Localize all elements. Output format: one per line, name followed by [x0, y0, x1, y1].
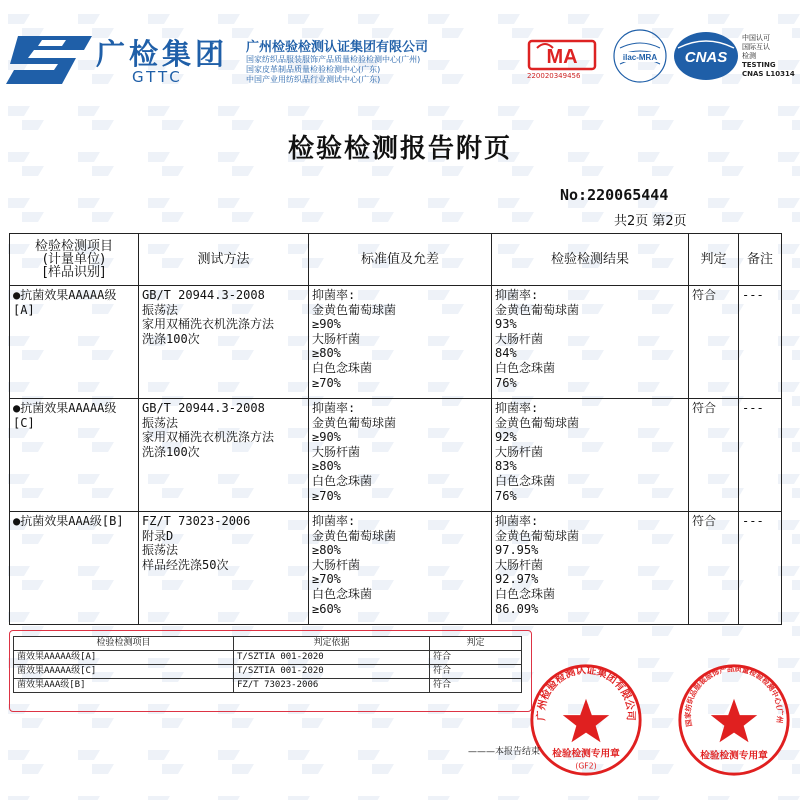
cell-line: 86.09%	[495, 601, 539, 616]
cell-line: FZ/T 73023-2006	[142, 514, 251, 528]
organization-name: 广州检验检测认证集团有限公司	[246, 40, 429, 55]
table-row	[10, 512, 782, 625]
cell-line: 白色念珠菌	[495, 473, 556, 488]
results-table	[9, 233, 782, 625]
report-end-note: ———本报告结束	[468, 747, 541, 757]
brand-name: 广检集团	[96, 37, 229, 71]
cell-line: 大肠杆菌	[495, 557, 544, 572]
cell-line: 76%	[495, 375, 517, 390]
cell-line: ≥80%	[312, 459, 341, 474]
cell-line: 白色念珠菌	[312, 586, 373, 601]
table-row	[10, 286, 782, 399]
cell-line: ≥90%	[312, 430, 341, 445]
remark-cell: ---	[739, 286, 782, 399]
svg-text:(GF2): (GF2)	[575, 761, 597, 771]
svg-text:检验检测专用章: 检验检测专用章	[700, 750, 768, 762]
cell-line: 金黄色葡萄球菌	[312, 415, 397, 430]
item-cell: ●抗菌效果AAA级[B]	[10, 512, 139, 625]
cell-line: 白色念珠菌	[312, 360, 373, 375]
cell-line: ≥80%	[312, 346, 341, 361]
cell-line: 家用双桶洗衣机洗涤方法	[142, 430, 275, 445]
summary-row: 菌效果AAAAA级[C] T/SZTIA 001-2020 符合	[14, 665, 522, 679]
header-item: 检验检测项目 (计量单位) [样品识别]	[10, 234, 139, 286]
standard-cell	[309, 286, 492, 399]
cell-line: 家用双桶洗衣机洗涤方法	[142, 317, 275, 332]
cell-line: 抑菌率:	[312, 401, 356, 415]
organization-line: 国家纺织品服装服饰产品质量检验检测中心(广州)	[246, 55, 421, 64]
svg-text:ilac-MRA: ilac-MRA	[622, 53, 658, 62]
summary-row: 菌效果AAA级[B] FZ/T 73023-2006 符合	[14, 679, 522, 693]
item-cell: ●抗菌效果AAAAA级[A]	[10, 286, 139, 399]
cell-line: 白色念珠菌	[495, 360, 556, 375]
cell-line: 抑菌率:	[312, 288, 356, 302]
cell-line: 样品经洗涤50次	[142, 557, 229, 572]
header-verdict: 判定	[689, 234, 739, 286]
result-cell	[492, 286, 689, 399]
cell-line: ≥90%	[312, 317, 341, 332]
cnas-accreditation-text: 中国认可 国际互认 检测 TESTING CNAS L10314	[742, 34, 795, 78]
table-row	[10, 399, 782, 512]
document-title: 检验检测报告附页	[287, 134, 512, 164]
result-cell	[492, 512, 689, 625]
summary-row: 菌效果AAAAA级[A] T/SZTIA 001-2020 符合	[14, 651, 522, 665]
cell-line: 大肠杆菌	[495, 331, 544, 346]
cell-line: 抑菌率:	[495, 401, 539, 415]
cell-line: 附录D	[142, 528, 174, 543]
cell-line: 93%	[495, 317, 517, 332]
organization-line: 国家皮革制品质量检验检测中心(广东)	[246, 65, 381, 74]
cell-line: ≥70%	[312, 572, 341, 587]
svg-text:广州检验检测认证集团有限公司: 广州检验检测认证集团有限公司	[536, 665, 636, 721]
cell-line: 金黄色葡萄球菌	[495, 528, 580, 543]
item-cell: ●抗菌效果AAAAA级[C]	[10, 399, 139, 512]
header-remark: 备注	[739, 234, 782, 286]
cell-line: 大肠杆菌	[312, 557, 361, 572]
standard-cell	[309, 399, 492, 512]
summary-header-verdict: 判定	[430, 637, 522, 651]
summary-header-row	[14, 637, 522, 651]
cell-line: GB/T 20944.3-2008	[142, 288, 265, 302]
cell-line: 大肠杆菌	[495, 444, 544, 459]
ilac-mra-logo-icon	[610, 26, 670, 86]
cell-line: 大肠杆菌	[312, 444, 361, 459]
cell-line: 97.95%	[495, 543, 539, 558]
cell-line: 抑菌率:	[312, 514, 356, 528]
verdict-cell: 符合	[689, 512, 739, 625]
cell-line: ≥70%	[312, 488, 341, 503]
cell-line: 白色念珠菌	[495, 586, 556, 601]
cell-line: ≥80%	[312, 543, 341, 558]
page-count: 共2页 第2页	[614, 214, 687, 229]
organization-block	[246, 36, 516, 85]
header-standard: 标准值及允差	[309, 234, 492, 286]
svg-text:检验检测专用章: 检验检测专用章	[552, 748, 620, 760]
inspection-seal-right	[676, 662, 792, 778]
cell-line: ≥70%	[312, 375, 341, 390]
cell-line: 92%	[495, 430, 517, 445]
cell-line: 振荡法	[142, 302, 179, 317]
svg-text:MA: MA	[546, 46, 578, 68]
svg-text:CNAS: CNAS	[684, 49, 728, 66]
summary-header-basis: 判定依据	[234, 637, 430, 651]
remark-cell: ---	[739, 399, 782, 512]
report-number: No:220065444	[560, 186, 669, 204]
cnas-logo-icon	[672, 30, 740, 82]
cell-line: 洗涤100次	[142, 444, 200, 459]
method-cell	[139, 286, 309, 399]
organization-line: 中国产业用纺织品行业测试中心(广东)	[246, 75, 381, 84]
method-cell	[139, 512, 309, 625]
cell-line: 92.97%	[495, 572, 539, 587]
inspection-seal-left	[528, 662, 644, 778]
cell-line: 抑菌率:	[495, 288, 539, 302]
brand-subtitle: GTTC	[132, 68, 183, 86]
cell-line: 白色念珠菌	[312, 473, 373, 488]
header-result: 检验检测结果	[492, 234, 689, 286]
cma-code: 220020349456	[527, 72, 581, 80]
cell-line: 金黄色葡萄球菌	[312, 302, 397, 317]
standard-cell	[309, 512, 492, 625]
cell-line: GB/T 20944.3-2008	[142, 401, 265, 415]
gttc-logo-icon	[4, 34, 94, 86]
cell-line: 83%	[495, 459, 517, 474]
svg-text:国家纺织品服装服饰产品质量检验检测中心(广州): 国家纺织品服装服饰产品质量检验检测中心(广州	[683, 664, 785, 728]
header-method: 测试方法	[139, 234, 309, 286]
cell-line: 金黄色葡萄球菌	[312, 528, 397, 543]
verdict-cell: 符合	[689, 286, 739, 399]
verdict-cell: 符合	[689, 399, 739, 512]
cell-line: 振荡法	[142, 543, 179, 558]
cell-line: 76%	[495, 488, 517, 503]
cell-line: 振荡法	[142, 415, 179, 430]
cell-line: 大肠杆菌	[312, 331, 361, 346]
remark-cell: ---	[739, 512, 782, 625]
summary-table	[13, 636, 522, 693]
method-cell	[139, 399, 309, 512]
result-cell	[492, 399, 689, 512]
cell-line: 金黄色葡萄球菌	[495, 415, 580, 430]
cell-line: 84%	[495, 346, 517, 361]
cell-line: 金黄色葡萄球菌	[495, 302, 580, 317]
table-header-row	[10, 234, 782, 286]
summary-header-item: 检验检测项目	[14, 637, 234, 651]
cell-line: 洗涤100次	[142, 331, 200, 346]
cell-line: ≥60%	[312, 601, 341, 616]
cell-line: 抑菌率:	[495, 514, 539, 528]
